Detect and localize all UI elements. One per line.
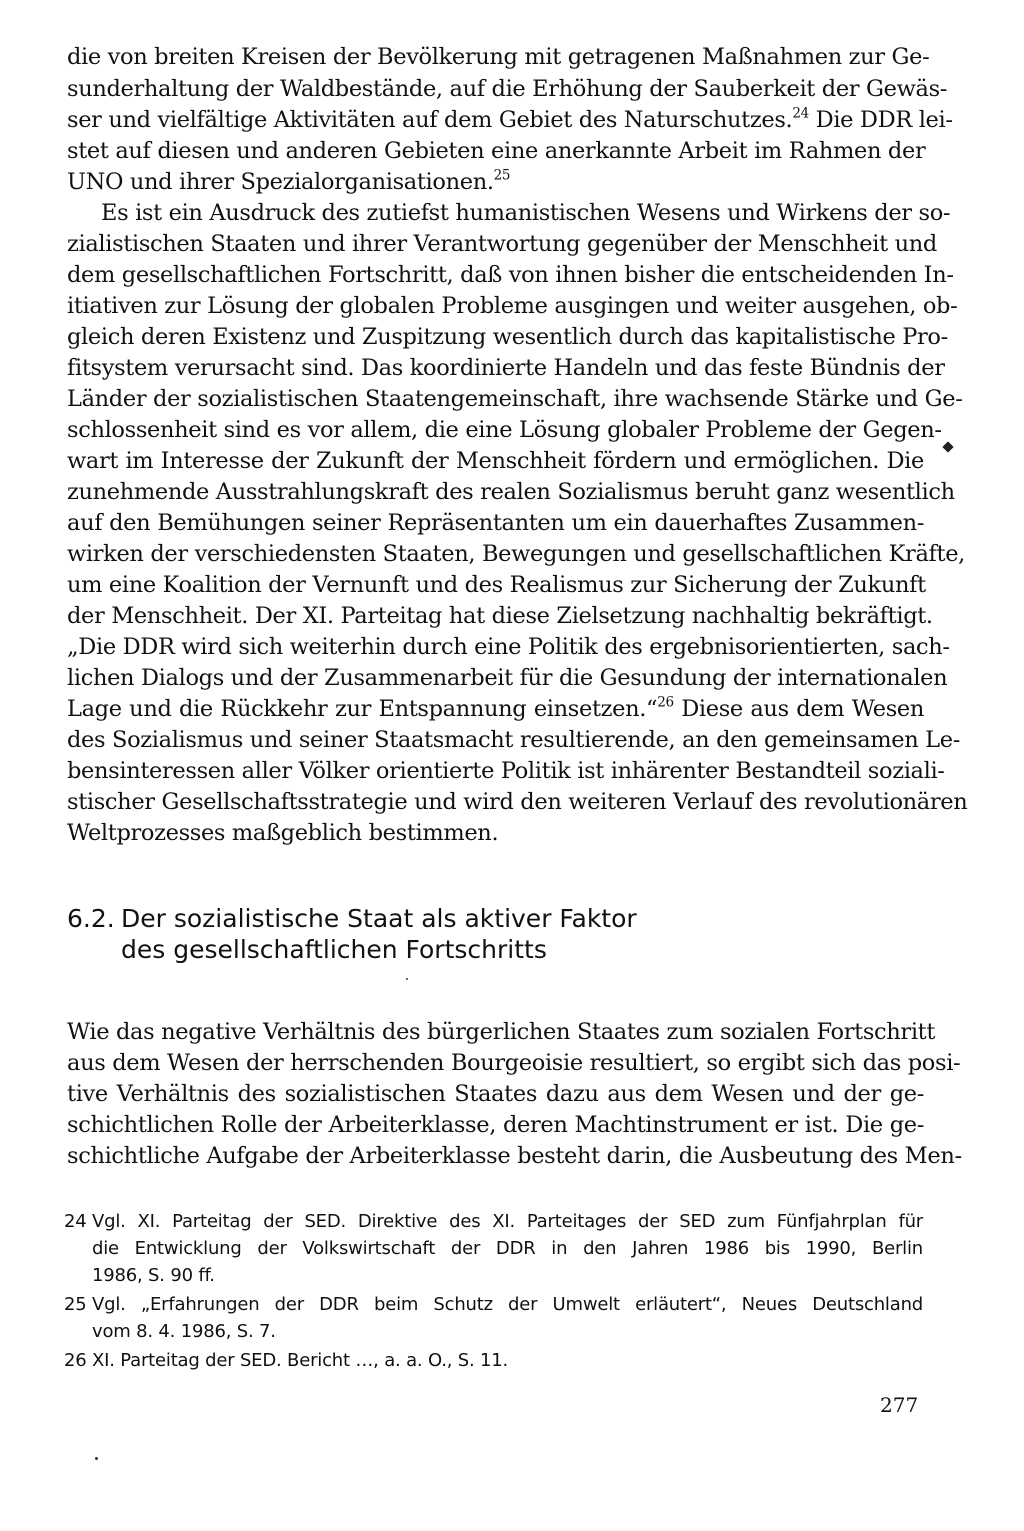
paragraph-line: lichen Dialogs und der Zusammenarbeit für die Gesundung der internationalen (67, 665, 948, 691)
paragraph-line: schichtliche Aufgabe der Arbeiterklasse besteht darin, die Ausbeutung des Men- (67, 1143, 962, 1169)
paragraph-line: bensinteressen aller Völker orientierte Politik ist inhärenter Bestandteil soziali- (67, 758, 945, 784)
paragraph-text: Die DDR lei- (808, 107, 953, 133)
paragraph-text: Lage und die Rückkehr zur Entspannung einsetzen.“ (67, 696, 658, 722)
footnote-number: 24 (64, 1211, 87, 1232)
margin-marker (942, 441, 953, 452)
paragraph-line: wirken der verschiedensten Staaten, Bewegungen und gesellschaftlichen Kräfte, (67, 541, 965, 567)
paragraph-line (67, 105, 953, 133)
section-title-line2: des gesellschaftlichen Fortschritts (121, 935, 547, 964)
paragraph-line (67, 694, 924, 722)
section-number: 6.2. (67, 904, 115, 933)
paragraph-line: Weltprozesses maßgeblich bestimmen. (67, 820, 499, 846)
paragraph-line: fitsystem verursacht sind. Das koordinierte Handeln und das feste Bündnis der (67, 355, 945, 381)
paragraph-line: Es ist ein Ausdruck des zutiefst humanistischen Wesens und Wirkens der so- (101, 200, 951, 226)
paragraph-text: Diese aus dem Wesen (673, 696, 924, 722)
paragraph-line: zialistischen Staaten und ihrer Verantwortung gegenüber der Menschheit und (67, 231, 937, 257)
paragraph-line: schichtlichen Rolle der Arbeiterklasse, deren Machtinstrument er ist. Die ge- (67, 1112, 924, 1138)
scan-speck (95, 1457, 98, 1460)
footnote-text: Vgl. „Erfahrungen der DDR beim Schutz der Umwelt erläutert“, Neues Deutschland (92, 1294, 923, 1315)
paragraph-line: der Menschheit. Der XI. Parteitag hat diese Zielsetzung nachhaltig bekräftigt. (67, 603, 933, 629)
paragraph-line: auf den Bemühungen seiner Repräsentanten um ein dauerhaftes Zusammen- (67, 510, 924, 536)
paragraph-line: aus dem Wesen der herrschenden Bourgeoisie resultiert, so ergibt sich das posi- (67, 1050, 961, 1076)
footnote-line: die Entwicklung der Volkswirtschaft der DDR in den Jahren 1986 bis 1990, Berlin (92, 1238, 923, 1259)
paragraph-line: des Sozialismus und seiner Staatsmacht resultierende, an den gemeinsamen Le- (67, 727, 960, 753)
footnote-ref: 25 (493, 167, 511, 184)
footnote-text: Vgl. XI. Parteitag der SED. Direktive des XI. Parteitages der SED zum Fünfjahrplan für (92, 1211, 923, 1232)
footnote-24 (64, 1213, 923, 1231)
paragraph-line: stischer Gesellschaftsstrategie und wird den weiteren Verlauf des revolutionären (67, 789, 968, 815)
footnote-ref: 26 (657, 694, 674, 711)
page-number: 277 (880, 1393, 919, 1417)
paragraph-line: „Die DDR wird sich weiterhin durch eine Politik des ergebnisorientierten, sach- (67, 634, 950, 660)
paragraph-line: stet auf diesen und anderen Gebieten eine anerkannte Arbeit im Rahmen der (67, 138, 926, 164)
paragraph-line: wart im Interesse der Zukunft der Menschheit fördern und ermöglichen. Die (67, 448, 924, 474)
paragraph-text: ser und vielfältige Aktivitäten auf dem Gebiet des Naturschutzes. (67, 107, 793, 133)
paragraph-line: sunderhaltung der Waldbestände, auf die Erhöhung der Sauberkeit der Gewäs- (67, 76, 948, 102)
paragraph-line: schlossenheit sind es vor allem, die eine Lösung globaler Probleme der Gegen- (67, 417, 942, 443)
footnote-25 (64, 1296, 923, 1314)
paragraph-line (67, 167, 924, 195)
scan-speck (406, 978, 408, 980)
paragraph-line: itiativen zur Lösung der globalen Probleme ausgingen und weiter ausgehen, ob- (67, 293, 958, 319)
footnote-line: 1986, S. 90 ff. (92, 1265, 215, 1286)
paragraph-line: zunehmende Ausstrahlungskraft des realen Sozialismus beruht ganz wesentlich (67, 479, 955, 505)
paragraph-line: Länder der sozialistischen Staatengemeinschaft, ihre wachsende Stärke und Ge- (67, 386, 963, 412)
paragraph-line: um eine Koalition der Vernunft und des Realismus zur Sicherung der Zukunft (67, 572, 926, 598)
footnote-26 (64, 1352, 923, 1370)
paragraph-line: gleich deren Existenz und Zuspitzung wesentlich durch das kapitalistische Pro- (67, 324, 948, 350)
paragraph-text: UNO und ihrer Spezialorganisationen. (67, 169, 494, 195)
section-title-line1: Der sozialistische Staat als aktiver Faktor (121, 904, 637, 933)
footnote-text: XI. Parteitag der SED. Bericht …, a. a. O., S. 11. (92, 1350, 509, 1371)
section-heading (67, 906, 637, 931)
footnote-line: vom 8. 4. 1986, S. 7. (92, 1321, 276, 1342)
footnote-ref: 24 (792, 105, 809, 122)
footnote-number: 25 (64, 1294, 87, 1315)
paragraph-line: Wie das negative Verhältnis des bürgerlichen Staates zum sozialen Fortschritt (67, 1019, 936, 1045)
paragraph-line: dem gesellschaftlichen Fortschritt, daß von ihnen bisher die entscheidenden In- (67, 262, 954, 288)
paragraph-line: die von breiten Kreisen der Bevölkerung mit getragenen Maßnahmen zur Ge- (67, 44, 930, 70)
footnote-number: 26 (64, 1350, 87, 1371)
paragraph-line: tive Verhältnis des sozialistischen Staates dazu aus dem Wesen und der ge- (67, 1081, 924, 1107)
